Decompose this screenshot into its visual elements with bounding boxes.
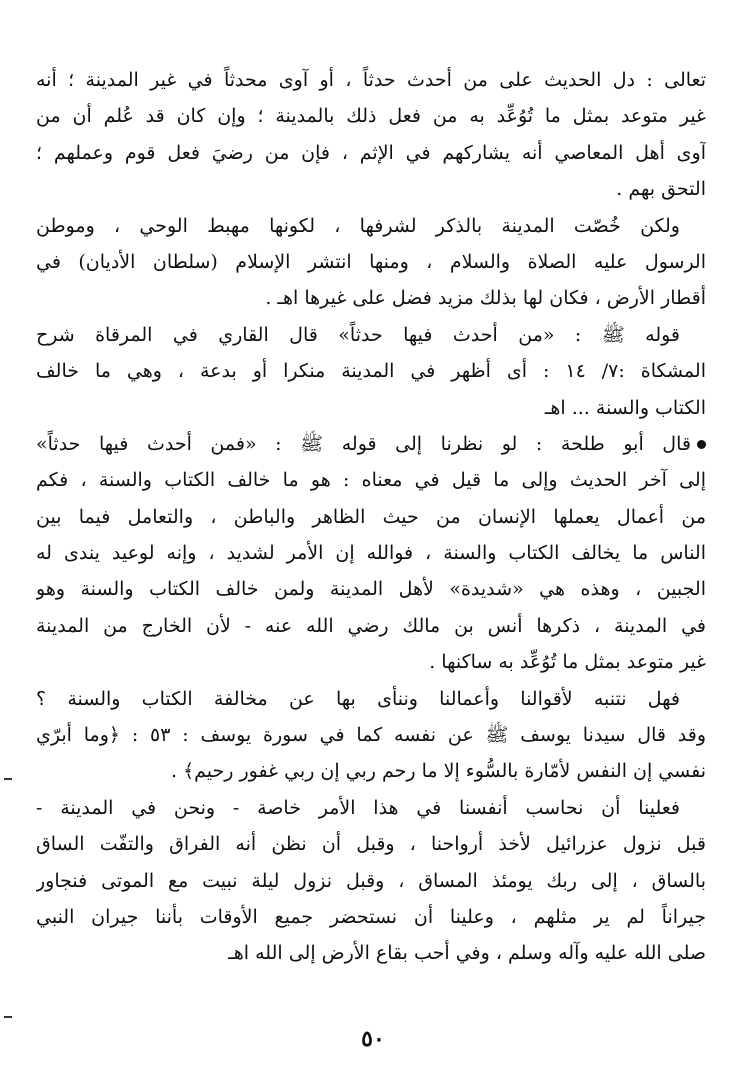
text-line: فهل نتنبه لأقوالنا وأعمالنا وننأى بها عن مخالفة الكتاب والسنة ؟ <box>36 687 680 710</box>
text-line: إلى آخر الحديث وإلى ما قيل في معناه : هو ما خالف الكتاب والسنة ، فكم <box>36 469 706 492</box>
text-line: قبل نزول عزرائيل لأخذ أرواحنا ، وقبل أن نظن أنه الفراق والتفّت الساق <box>36 833 706 856</box>
text-line: المشكاة :٧/ ١٤ : أى أظهر في المدينة منكرا أو بدعة ، وهي ما خالف <box>36 360 706 383</box>
text-line: غير متوعد بمثل ما تُوُعِّد به ساكنها . <box>429 651 706 674</box>
text-line: جيراناً لم ير مثلهم ، وعلينا أن نستحضر جميع الأوقات بأننا جيران النبي <box>36 905 706 928</box>
text-line: ولكن خُصّت المدينة بالذكر لشرفها ، لكونها مهبط الوحي ، وموطن <box>36 214 680 237</box>
text-line: غير متوعد بمثل ما تُوُعِّد به من فعل ذلك بالمدينة ؛ وإن كان قد عُلم أن من <box>36 105 706 128</box>
page-number: ٥٠ <box>361 1026 385 1052</box>
text-line: الكتاب والسنة ... اهـ <box>544 396 706 419</box>
text-line: الجبين ، وهذه هي «شديدة» لأهل المدينة ولمن خالف الكتاب والسنة وهو <box>36 578 706 601</box>
text-line: التحق بهم . <box>616 178 706 201</box>
text-line: في المدينة ، ذكرها أنس بن مالك رضي الله عنه - لأن الخارج من المدينة <box>36 614 706 637</box>
text-line-bullet <box>36 426 706 462</box>
text-line: صلى الله عليه وآله وسلم ، وفي أحب بقاع الأرض إلى الله اهـ <box>228 942 706 965</box>
text-line: الرسول عليه الصلاة والسلام ، ومنها انتشر الإسلام (سلطان الأديان) في <box>36 250 706 273</box>
text-line: من أعمال يعملها الإنسان من حيث الظاهر والباطن ، والتعامل فيما بين <box>36 505 706 528</box>
text-line: بالساق ، إلى ربك يومئذ المساق ، وقبل نزول ليلة نبيت مع الموتى فنجاور <box>36 869 706 892</box>
margin-mark <box>4 778 12 780</box>
margin-mark <box>4 1016 12 1018</box>
bullet-icon <box>697 440 706 449</box>
text-line: نفسي إن النفس لأمّارة بالسُّوء إلا ما رحم ربي إن ربي غفور رحيم﴾ . <box>170 760 706 783</box>
text-line: أقطار الأرض ، فكان لها بذلك مزيد فضل على غيرها اهـ . <box>265 287 706 310</box>
text-line: قال أبو طلحة : لو نظرنا إلى قوله ﷺ : «فمن أحدث فيها حدثاً» <box>36 432 691 455</box>
text-line: تعالى : دل الحديث على من أحدث حدثاً ، أو آوى محدثاً في غير المدينة ؛ أنه <box>36 69 706 91</box>
text-line: فعلينا أن نحاسب أنفسنا في هذا الأمر خاصة - ونحن في المدينة - <box>36 796 680 819</box>
text-line: الناس ما يخالف الكتاب والسنة ، فوالله إن الأمر لشديد ، وإنه لوعيد يندى له <box>36 542 706 565</box>
text-line: وقد قال سيدنا يوسف ﷺ عن نفسه كما في سورة يوسف : ٥٣ : ﴿وما أبرّي <box>36 724 706 747</box>
text-line: آوى أهل المعاصي أنه يشاركهم في الإثم ، فإن من رضيَ فعل قوم وعملهم ؛ <box>36 141 706 164</box>
document-body <box>36 62 706 972</box>
text-line: قوله ﷺ : «من أحدث فيها حدثاً» قال القاري في المرقاة شرح <box>36 323 680 346</box>
